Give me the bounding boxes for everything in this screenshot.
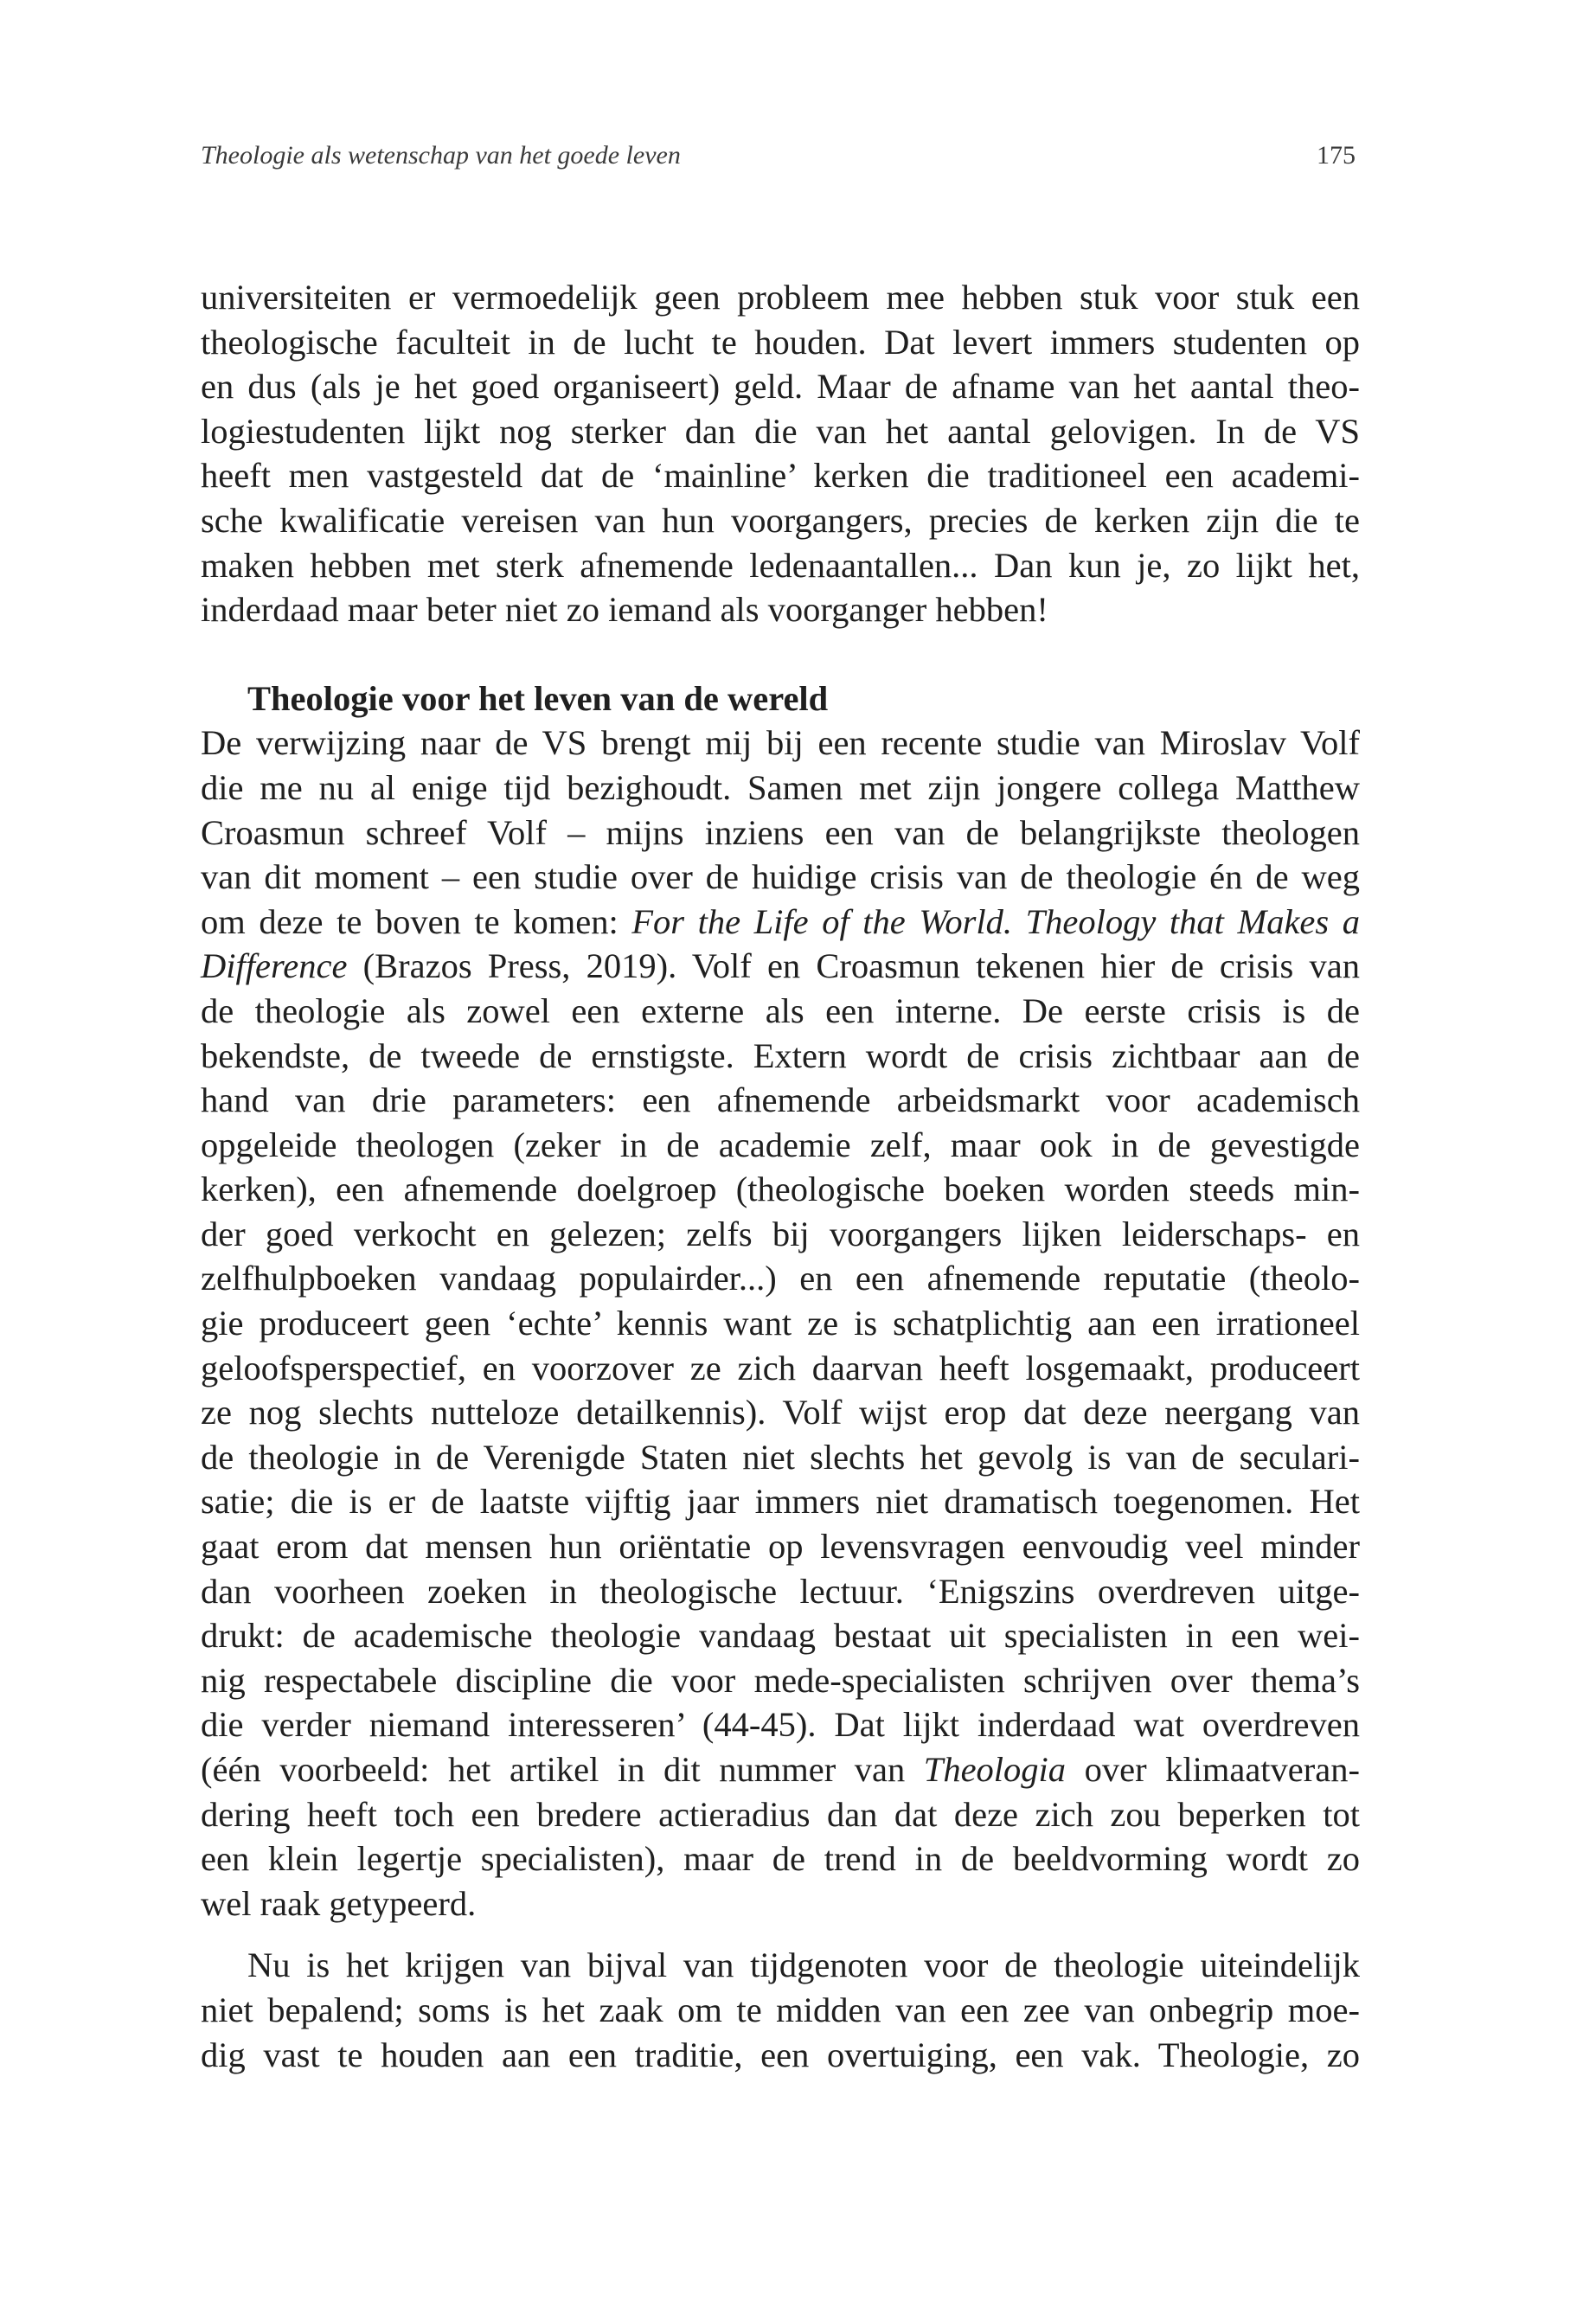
text-line: Nu is het krijgen van bijval van tijdgenoten voor de theologie uiteindelijk xyxy=(247,1945,1360,1985)
text-segment: over klimaatveran- xyxy=(1066,1750,1360,1789)
text-line xyxy=(201,944,1360,989)
text-line: logiestudenten lijkt nog sterker dan die van het aantal gelovigen. In de VS xyxy=(201,411,1360,451)
text-line: Croasmun schreef Volf – mijns inziens een van de belangrijkste theologen xyxy=(201,812,1360,852)
paragraph-3 xyxy=(201,1943,1360,2077)
text-segment: (Brazos Press, 2019). Volf en Croasmun tekenen hier de crisis van xyxy=(347,946,1360,986)
text-line: nig respectabele discipline die voor mede-specialisten schrijven over thema’s xyxy=(201,1660,1360,1700)
text-line: dering heeft toch een bredere actieradius dan dat deze zich zou beperken tot xyxy=(201,1794,1360,1834)
section-heading: Theologie voor het leven van de wereld xyxy=(247,678,829,718)
book-title-italic: For the Life of the World. Theology that Makes a xyxy=(631,901,1360,941)
text-line: gaat erom dat mensen hun oriëntatie op levensvragen eenvoudig veel minder xyxy=(201,1527,1360,1567)
text-line: wel raak getypeerd. xyxy=(201,1883,477,1923)
text-line: universiteiten er vermoedelijk geen probleem mee hebben stuk voor stuk een xyxy=(201,278,1360,317)
text-line: ze nog slechts nutteloze detailkennis). Volf wijst erop dat deze neergang van xyxy=(201,1393,1360,1433)
text-line: kerken), een afnemende doelgroep (theologische boeken worden steeds min- xyxy=(201,1170,1360,1209)
text-segment: om deze te boven te komen: xyxy=(201,901,632,941)
paragraph-spacer xyxy=(201,1926,1360,1943)
book-title-italic: Difference xyxy=(201,946,348,986)
text-line: en dus (als je het goed organiseert) geld. Maar de afname van het aantal theo- xyxy=(201,367,1360,407)
page-number: 175 xyxy=(1317,141,1356,170)
text-line: een klein legertje specialisten), maar de trend in de beeldvorming wordt zo xyxy=(201,1839,1360,1879)
journal-title-italic: Theologia xyxy=(923,1750,1067,1789)
text-line: maken hebben met sterk afnemende ledenaantallen... Dan kun je, zo lijkt het, xyxy=(201,545,1360,585)
text-segment: (één voorbeeld: het artikel in dit nummer van xyxy=(201,1750,924,1789)
text-line xyxy=(201,900,1360,945)
text-line: hand van drie parameters: een afnemende arbeidsmarkt voor academisch xyxy=(201,1080,1360,1120)
text-line: de theologie in de Verenigde Staten niet slechts het gevolg is van de seculari- xyxy=(201,1437,1360,1477)
text-line: theologische faculteit in de lucht te houden. Dat levert immers studenten op xyxy=(201,322,1360,362)
body-text xyxy=(201,275,1360,2077)
text-line: gie produceert geen ‘echte’ kennis want ze is schatplichtig aan een irrationeel xyxy=(201,1304,1360,1343)
text-line: opgeleide theologen (zeker in de academie zelf, maar ook in de gevestigde xyxy=(201,1125,1360,1164)
text-line: sche kwalificatie vereisen van hun voorgangers, precies de kerken zijn die te xyxy=(201,500,1360,540)
running-head-title: Theologie als wetenschap van het goede leven xyxy=(201,141,681,170)
text-line: satie; die is er de laatste vijftig jaar immers niet dramatisch toegenomen. Het xyxy=(201,1482,1360,1522)
text-line: zelfhulpboeken vandaag populairder...) en een afnemende reputatie (theolo- xyxy=(201,1259,1360,1298)
text-line: dig vast te houden aan een traditie, een overtuiging, een vak. Theologie, zo xyxy=(201,2035,1360,2074)
text-line: drukt: de academische theologie vandaag bestaat uit specialisten in een wei- xyxy=(201,1616,1360,1656)
text-line: van dit moment – een studie over de huidige crisis van de theologie én de weg xyxy=(201,857,1360,897)
text-line: geloofsperspectief, en voorzover ze zich daarvan heeft losgemaakt, produceert xyxy=(201,1348,1360,1388)
paragraph-2 xyxy=(201,721,1360,1926)
text-line: bekendste, de tweede de ernstigste. Extern wordt de crisis zichtbaar aan de xyxy=(201,1035,1360,1075)
text-line: De verwijzing naar de VS brengt mij bij een recente studie van Miroslav Volf xyxy=(201,723,1360,763)
text-line: de theologie als zowel een externe als een interne. De eerste crisis is de xyxy=(201,990,1360,1030)
text-line: heeft men vastgesteld dat de ‘mainline’ kerken die traditioneel een academi- xyxy=(201,456,1360,496)
text-line xyxy=(201,1747,1360,1792)
text-line: die verder niemand interesseren’ (44-45). Dat lijkt inderdaad wat overdreven xyxy=(201,1705,1360,1745)
text-line: niet bepalend; soms is het zaak om te midden van een zee van onbegrip moe- xyxy=(201,1990,1360,2029)
text-line: die me nu al enige tijd bezighoudt. Samen met zijn jongere collega Matthew xyxy=(201,767,1360,807)
paragraph-1 xyxy=(201,275,1360,632)
text-line: inderdaad maar beter niet zo iemand als voorganger hebben! xyxy=(201,590,1048,630)
text-line: der goed verkocht en gelezen; zelfs bij voorgangers lijken leiderschaps- en xyxy=(201,1214,1360,1253)
text-line: dan voorheen zoeken in theologische lectuur. ‘Enigszins overdreven uitge- xyxy=(201,1571,1360,1611)
